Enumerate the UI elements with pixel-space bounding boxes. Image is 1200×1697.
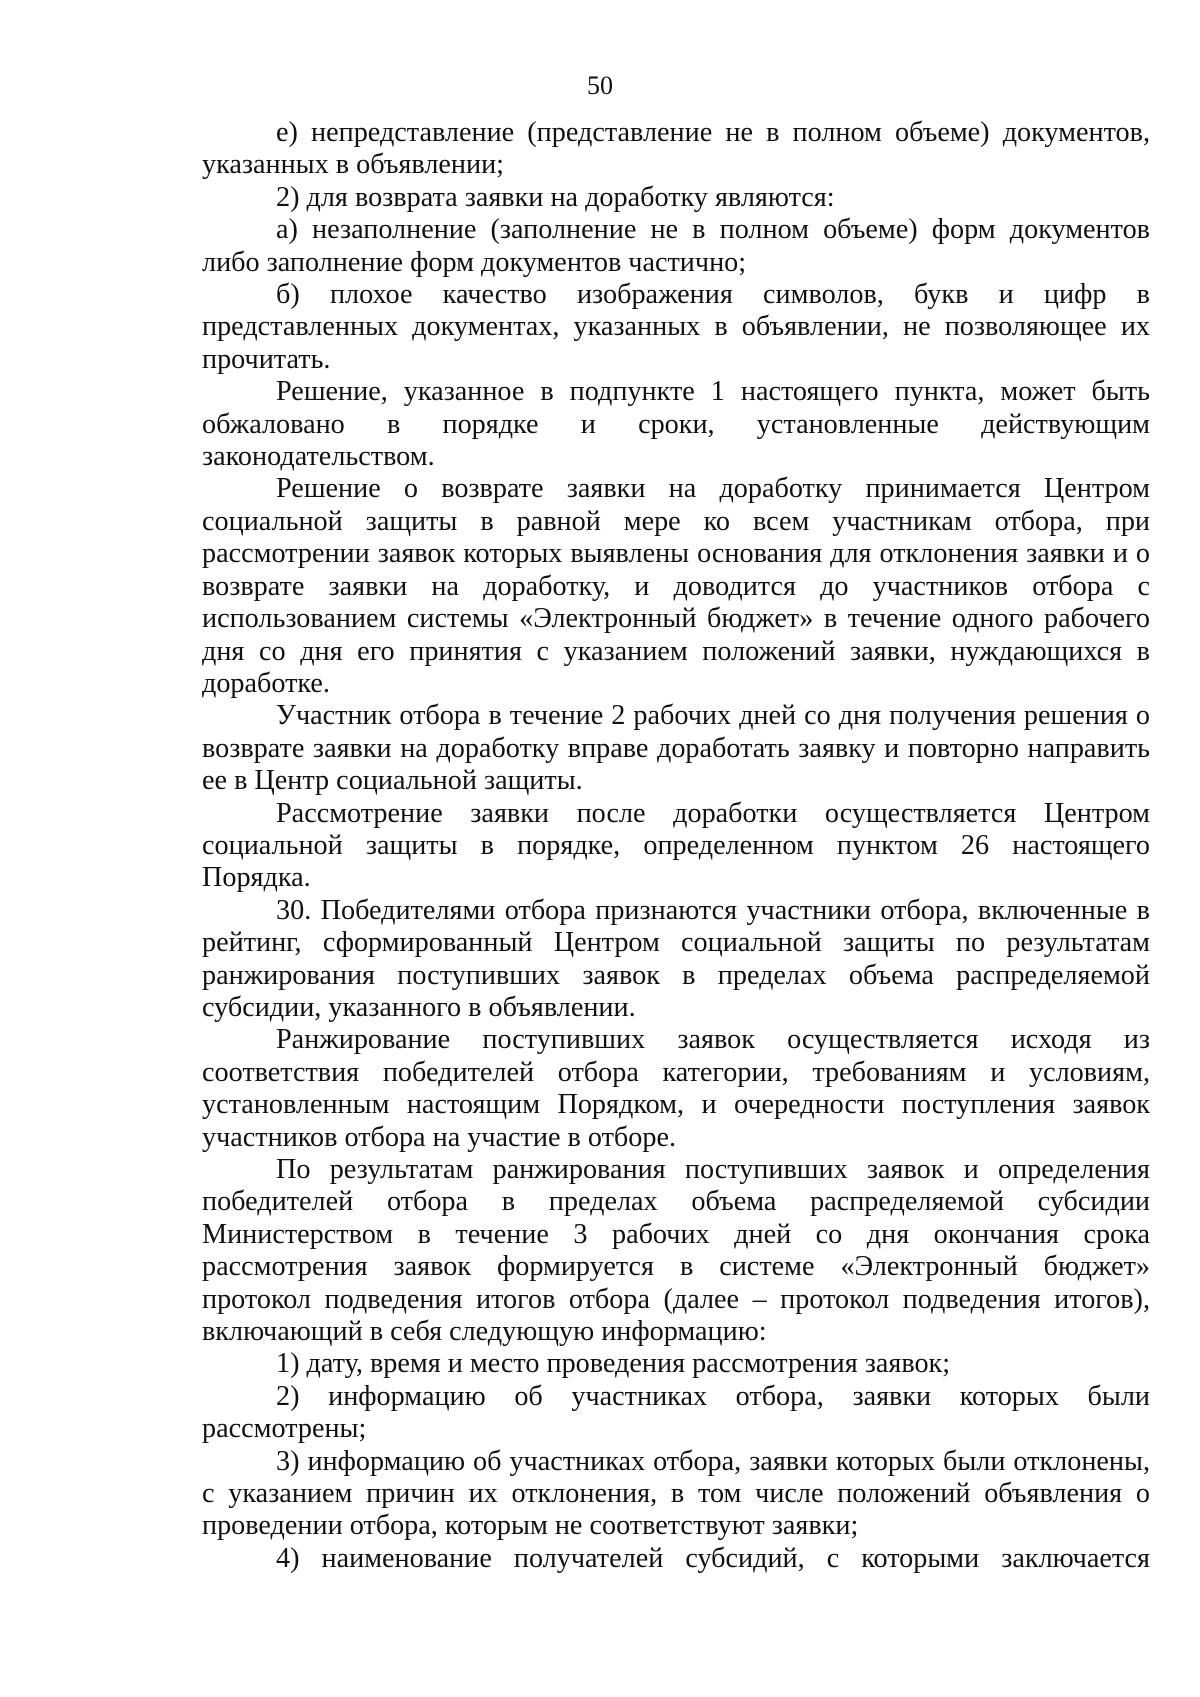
paragraph-return-decision: Решение о возврате заявки на доработку принимается Центром социальной защиты в равной мере ко всем участникам отбора, при рассмотрении заявок которых выявлены основания для отклонения заявки и о возврате заявки на доработку, и доводится до участников отбора с использованием системы «Электронный бюджет» в течение одного рабочего дня со дня его принятия с указанием положений заявки, нуждающихся в доработке. (202, 473, 1150, 699)
document-body (202, 117, 1150, 1575)
page-number: 50 (587, 71, 613, 100)
list-item-1: 1) дату, время и место проведения рассмотрения заявок; (276, 1348, 951, 1380)
paragraph-return-grounds: 2) для возврата заявки на доработку являются: (276, 181, 835, 213)
list-item-3: 3) информацию об участниках отбора, заявки которых были отклонены, с указанием причин их отклонения, в том числе положений объявления о проведении отбора, которым не соответствуют заявки; (202, 1445, 1150, 1542)
paragraph-30-winners: 30. Победителями отбора признаются участники отбора, включенные в рейтинг, сформированный Центром социальной защиты по результатам ранжирования поступивших заявок в пределах объема распределяемой субсидии, указанного в объявлении. (202, 894, 1150, 1023)
paragraph-b-poor-quality: б) плохое качество изображения символов, букв и цифр в представленных документах, указанных в объявлении, не позволяющее их прочитать. (202, 279, 1150, 375)
paragraph-protocol: По результатам ранжирования поступивших заявок и определения победителей отбора в пределах объема распределяемой субсидии Министерством в течение 3 рабочих дней со дня окончания срока рассмотрения заявок формируется в системе «Электронный бюджет» протокол подведения итогов отбора (далее – протокол подведения итогов), включающий в себя следующую информацию: (202, 1154, 1150, 1348)
paragraph-ranking: Ранжирование поступивших заявок осуществляется исходя из соответствия победителей отбора категории, требованиям и условиям, установленным настоящим Порядком, и очередности поступления заявок участников отбора на участие в отборе. (202, 1024, 1150, 1153)
paragraph-a-incomplete-forms: а) незаполнение (заполнение не в полном объеме) форм документов либо заполнение форм документов частично; (202, 214, 1150, 278)
paragraph-review-after-rework: Рассмотрение заявки после доработки осуществляется Центром социальной защиты в порядке, определенном пунктом 26 настоящего Порядка. (202, 797, 1150, 894)
paragraph-e-nonsubmission: е) непредставление (представление не в полном объеме) документов, указанных в объявлении; (202, 117, 1150, 181)
paragraph-appeal: Решение, указанное в подпункте 1 настоящего пункта, может быть обжаловано в порядке и сроки, установленные действующим законодательством. (202, 376, 1150, 473)
paragraph-participant-rework: Участник отбора в течение 2 рабочих дней со дня получения решения о возврате заявки на доработку вправе доработать заявку и повторно направить ее в Центр социальной защиты. (202, 700, 1150, 797)
list-item-4: 4) наименование получателей субсидий, с которыми заключается (276, 1542, 1150, 1574)
list-item-2: 2) информацию об участниках отбора, заявки которых были рассмотрены; (202, 1380, 1150, 1445)
